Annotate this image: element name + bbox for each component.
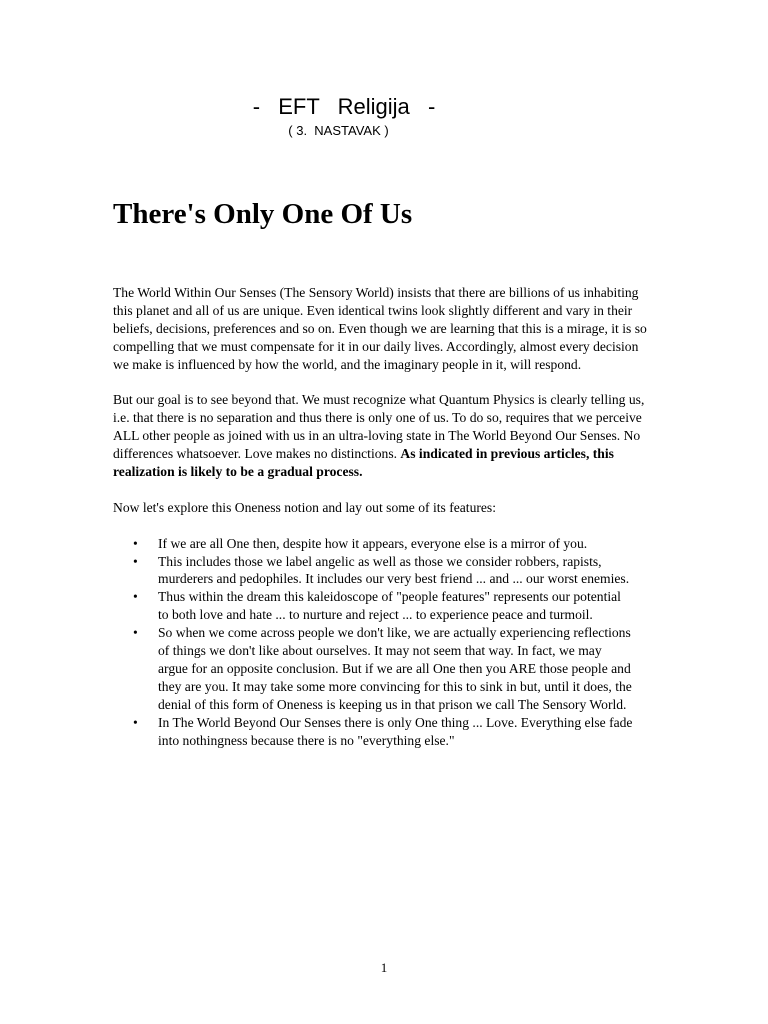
paragraph-2-bold: As indicated in previous articles, this realization is likely to be a gradual process. xyxy=(113,446,614,480)
paragraph-3: Now let's explore this Oneness notion and lay out some of its features: xyxy=(113,499,497,515)
list-item: • This includes those we label angelic as well as those we consider robbers, rapists, murderers and pedophiles. It includes our very best friend ... and ... our worst enemies. xyxy=(158,553,653,589)
paragraph-2-text: But our goal is to see beyond that. We must recognize what Quantum Physics is clearly telling us, i.e. that there is no separation and thus there is only one of us. To do so, requires that we perceive ALL other people as joined with us in an ultra-loving state in The World Beyond Our Senses. No differences whatsoever. Love makes no distinctions. xyxy=(113,392,645,462)
list-item: • So when we come across people we don't like, we are actually experiencing reflections of things we don't like about ourselves. It may not seem that way. In fact, we may argue for an opposite conclusion. But if we are all One then you ARE those people and they are you. It may take some more convincing for this to sink in but, until it does, the denial of this form of Oneness is keeping us in that prison we call The Sensory World. xyxy=(158,624,653,714)
paragraph-1: The World Within Our Senses (The Sensory World) insists that there are billions of us inhabiting this planet and all of us are unique. Even identical twins look slightly different and vary in their beliefs, decisions, preferences and so on. Even though we are learning that this is a mirage, it is so compelling that we must compensate for it in our daily lives. Accordingly, almost every decision we make is influenced by how the world, and the imaginary people in it, will respond. xyxy=(113,285,647,372)
article-heading: There's Only One Of Us xyxy=(113,198,413,230)
paragraph-2 xyxy=(113,391,653,481)
article-body xyxy=(113,284,653,750)
page-number: 1 xyxy=(380,960,388,975)
feature-list xyxy=(113,535,653,750)
series-subtitle: ( 3. NASTAVAK ) xyxy=(288,123,389,138)
list-item: • Thus within the dream this kaleidoscope of "people features" represents our potential to both love and hate ... to nurture and reject ... to experience peace and turmoil. xyxy=(158,588,653,624)
list-item: • If we are all One then, despite how it appears, everyone else is a mirror of you. xyxy=(158,535,653,553)
series-title: - EFT Religija - xyxy=(252,94,436,119)
list-item: • In The World Beyond Our Senses there is only One thing ... Love. Everything else fade into nothingness because there is no "everything else." xyxy=(158,714,653,750)
